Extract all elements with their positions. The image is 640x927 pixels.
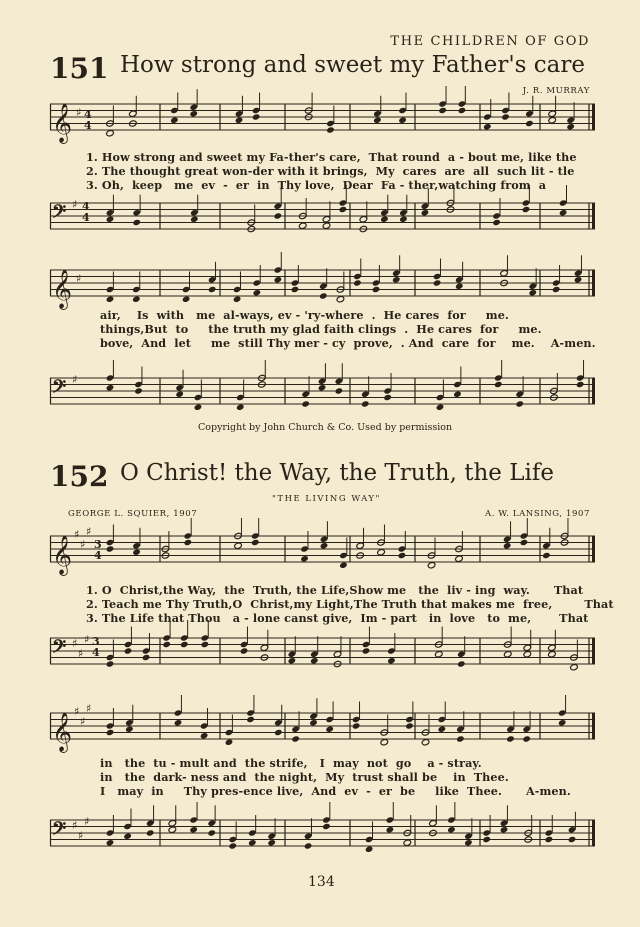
note-head: [392, 276, 401, 283]
note-head: [106, 216, 115, 223]
note-head: [318, 384, 327, 391]
note-head: [464, 839, 473, 846]
note-head: [304, 842, 313, 849]
hymn-152-composer: A. W. LANSING, 1907: [485, 509, 590, 519]
note-head: [322, 823, 331, 830]
note-head: [335, 387, 344, 394]
note-head: [361, 400, 370, 407]
hymn-151-verse-1: 1. How strong and sweet my Fa-ther's care, That round a - bout me, like the: [86, 150, 577, 164]
svg-text:4: 4: [94, 549, 102, 562]
note-head: [574, 276, 583, 283]
note-head: [168, 826, 177, 833]
note-head: [373, 117, 382, 124]
note-head: [482, 836, 491, 843]
note-head: [365, 846, 374, 853]
svg-text:♯: ♯: [74, 705, 80, 718]
note-head: [456, 735, 465, 742]
note-head: [545, 836, 554, 843]
svg-text:♯: ♯: [76, 272, 82, 285]
note-head: [380, 739, 389, 746]
note-head: [106, 384, 115, 391]
note-head: [201, 641, 210, 648]
note-head: [438, 107, 447, 114]
hymn-152-verse-2-cont: in the dark- ness and the night, My trust shall be in Thee.: [100, 770, 509, 784]
hymn-152-subtitle: "THE LIVING WAY": [272, 494, 381, 504]
note-head: [248, 839, 257, 846]
note-head: [405, 722, 414, 729]
note-head: [310, 657, 319, 664]
hymn-152-verse-1-cont: in the tu - mult and the strife, I may not go a - stray.: [100, 756, 482, 770]
note-head: [106, 839, 115, 846]
note-head: [377, 549, 386, 556]
note-head: [352, 722, 361, 729]
note-head: [522, 735, 531, 742]
note-head: [251, 539, 260, 546]
svg-text:4: 4: [82, 200, 90, 213]
bass-clef-icon: 𝄢: [52, 376, 67, 402]
treble-clef-icon: 𝄞: [52, 535, 73, 575]
note-head: [559, 209, 568, 216]
note-head: [455, 555, 464, 562]
note-head: [548, 651, 557, 658]
svg-text:♯: ♯: [84, 815, 90, 828]
note-head: [421, 739, 430, 746]
note-head: [300, 555, 309, 562]
note-head: [142, 654, 151, 661]
svg-text:3: 3: [92, 635, 100, 648]
note-head: [235, 117, 244, 124]
note-head: [253, 289, 262, 296]
note-head: [522, 206, 531, 213]
svg-text:♯: ♯: [72, 637, 78, 650]
svg-text:♯: ♯: [72, 373, 78, 386]
note-head: [175, 391, 184, 398]
hymn-151-author: J. R. MURRAY: [522, 86, 590, 96]
note-head: [233, 296, 242, 303]
hymn-151-verse-3: 3. Oh, keep me ev - er in Thy love, Dear Fa - ther,watching from a: [86, 178, 547, 192]
note-head: [106, 545, 115, 552]
note-head: [362, 647, 371, 654]
note-head: [106, 130, 115, 137]
note-head: [339, 562, 348, 569]
note-head: [132, 219, 141, 226]
hymn-151-copyright: Copyright by John Church & Co. Used by permission: [198, 422, 453, 433]
note-head: [274, 276, 283, 283]
note-head: [125, 726, 134, 733]
note-head: [494, 381, 503, 388]
hymn-152-title: O Christ! the Way, the Truth, the Life: [120, 460, 554, 486]
svg-text:♯: ♯: [78, 829, 84, 842]
note-head: [180, 641, 189, 648]
note-head: [132, 296, 141, 303]
note-head: [123, 833, 132, 840]
note-head: [309, 719, 318, 726]
hymn-151-title: How strong and sweet my Father's care: [120, 52, 585, 78]
note-head: [189, 826, 198, 833]
note-head: [433, 279, 442, 286]
hymn-151-treble-staff-1: [50, 96, 595, 143]
note-head: [483, 123, 492, 130]
note-head: [200, 732, 209, 739]
note-head: [291, 286, 300, 293]
hymn-152-author: GEORGE L. SQUIER, 1907: [68, 509, 198, 519]
bass-clef-icon: 𝄢: [52, 636, 67, 662]
note-head: [520, 539, 529, 546]
page-header: THE CHILDREN OF GOD: [390, 34, 590, 49]
note-head: [288, 657, 297, 664]
note-head: [170, 117, 179, 124]
note-head: [252, 113, 261, 120]
note-head: [106, 729, 115, 736]
note-head: [455, 283, 464, 290]
note-head: [403, 839, 412, 846]
note-head: [336, 296, 345, 303]
note-head: [225, 739, 234, 746]
hymn-151-verse-2: 2. The thought great won-der with it brings, My cares are all such lit - tle: [86, 164, 575, 178]
note-head: [548, 117, 557, 124]
note-head: [372, 286, 381, 293]
note-head: [492, 219, 501, 226]
note-head: [190, 216, 199, 223]
svg-text:4: 4: [92, 646, 100, 659]
note-head: [427, 562, 436, 569]
svg-text:4: 4: [84, 108, 92, 121]
note-head: [453, 391, 462, 398]
note-head: [319, 292, 328, 299]
treble-clef-icon: 𝄞: [52, 103, 73, 143]
note-head: [438, 726, 447, 733]
page-number: 134: [308, 874, 335, 890]
note-head: [291, 735, 300, 742]
note-head: [501, 113, 510, 120]
note-head: [234, 542, 243, 549]
hymn-152-verse-3: 3. The Life that Thou a - lone canst give, Im - part in love to me, That: [86, 611, 589, 625]
note-head: [458, 107, 467, 114]
note-head: [542, 552, 551, 559]
note-head: [240, 647, 249, 654]
hymn-152-treble-staff-2: [50, 702, 595, 752]
note-head: [194, 404, 203, 411]
note-head: [274, 729, 283, 736]
note-head: [435, 651, 444, 658]
note-head: [184, 539, 193, 546]
note-head: [325, 726, 334, 733]
note-head: [322, 222, 331, 229]
hymn-151-treble-staff-2: [50, 262, 595, 309]
note-head: [301, 400, 310, 407]
svg-text:♯: ♯: [78, 647, 84, 660]
note-head: [398, 117, 407, 124]
note-head: [558, 719, 567, 726]
note-head: [387, 657, 396, 664]
note-head: [503, 651, 512, 658]
note-head: [383, 394, 392, 401]
note-head: [380, 216, 389, 223]
hymn-152-treble-staff-1: [50, 525, 595, 575]
note-head: [421, 209, 430, 216]
bass-clef-icon: 𝄢: [52, 201, 67, 227]
note-head: [208, 286, 217, 293]
hymn-151-bass-staff-1: [50, 195, 595, 239]
svg-text:♯: ♯: [86, 702, 92, 715]
hymn-152-bass-staff-2: [50, 812, 595, 856]
note-head: [132, 549, 141, 556]
note-head: [298, 222, 307, 229]
note-head: [528, 289, 537, 296]
note-head: [386, 826, 395, 833]
note-head: [399, 216, 408, 223]
note-head: [576, 381, 585, 388]
note-head: [566, 123, 575, 130]
note-head: [503, 542, 512, 549]
svg-text:♯: ♯: [84, 633, 90, 646]
svg-text:♯: ♯: [80, 538, 86, 551]
note-head: [398, 552, 407, 559]
note-head: [124, 647, 133, 654]
hymn-151-verse-2-cont: things,But to the truth my glad faith clings . He cares for me.: [100, 322, 542, 336]
svg-text:♯: ♯: [74, 528, 80, 541]
note-head: [570, 664, 579, 671]
svg-text:4: 4: [82, 211, 90, 224]
note-head: [552, 286, 561, 293]
note-head: [106, 660, 115, 667]
hymn-152-verse-3-cont: I may in Thy pres-ence live, And ev - er be like Thee. A-men.: [100, 784, 571, 798]
note-head: [500, 826, 509, 833]
hymn-151-verse-1-cont: air, Is with me al-ways, ev - 'ry-where . He cares for me.: [100, 308, 509, 322]
note-head: [447, 826, 456, 833]
hymn-152-verse-2: 2. Teach me Thy Truth,O Christ,my Light,The Truth that makes me free, That: [86, 597, 614, 611]
note-head: [228, 842, 237, 849]
note-head: [320, 542, 329, 549]
note-head: [134, 387, 143, 394]
hymn-152-bass-staff-1: [50, 630, 595, 674]
note-head: [568, 836, 577, 843]
hymn-151-number: 151: [50, 52, 109, 85]
note-head: [515, 400, 524, 407]
note-head: [189, 110, 198, 117]
svg-text:♯: ♯: [80, 715, 86, 728]
note-head: [207, 829, 216, 836]
hymn-151-verse-3-cont: bove, And let me still Thy mer - cy prove, . And care for me. A-men.: [100, 336, 596, 350]
note-head: [457, 660, 466, 667]
hymn-151-bass-staff-2: [50, 370, 595, 414]
note-head: [339, 206, 348, 213]
svg-text:♯: ♯: [86, 525, 92, 538]
note-head: [267, 839, 276, 846]
svg-text:4: 4: [84, 119, 92, 132]
treble-clef-icon: 𝄞: [52, 712, 73, 752]
bass-clef-icon: 𝄢: [52, 818, 67, 844]
note-head: [182, 296, 191, 303]
note-head: [174, 719, 183, 726]
note-head: [525, 120, 534, 127]
note-head: [106, 296, 115, 303]
svg-text:♯: ♯: [72, 819, 78, 832]
note-head: [326, 126, 335, 133]
treble-clef-icon: 𝄞: [52, 269, 73, 309]
note-head: [246, 716, 255, 723]
note-head: [162, 641, 171, 648]
note-head: [236, 404, 245, 411]
svg-text:3: 3: [94, 538, 102, 551]
hymn-152-number: 152: [50, 460, 109, 493]
svg-text:♯: ♯: [72, 198, 78, 211]
note-head: [523, 651, 532, 658]
note-head: [353, 279, 362, 286]
note-head: [146, 829, 155, 836]
svg-text:♯: ♯: [76, 106, 82, 119]
hymn-152-verse-1: 1. O Christ,the Way, the Truth, the Life,Show me the liv - ing way. That: [86, 583, 584, 597]
note-head: [436, 404, 445, 411]
note-head: [506, 735, 515, 742]
note-head: [274, 212, 283, 219]
